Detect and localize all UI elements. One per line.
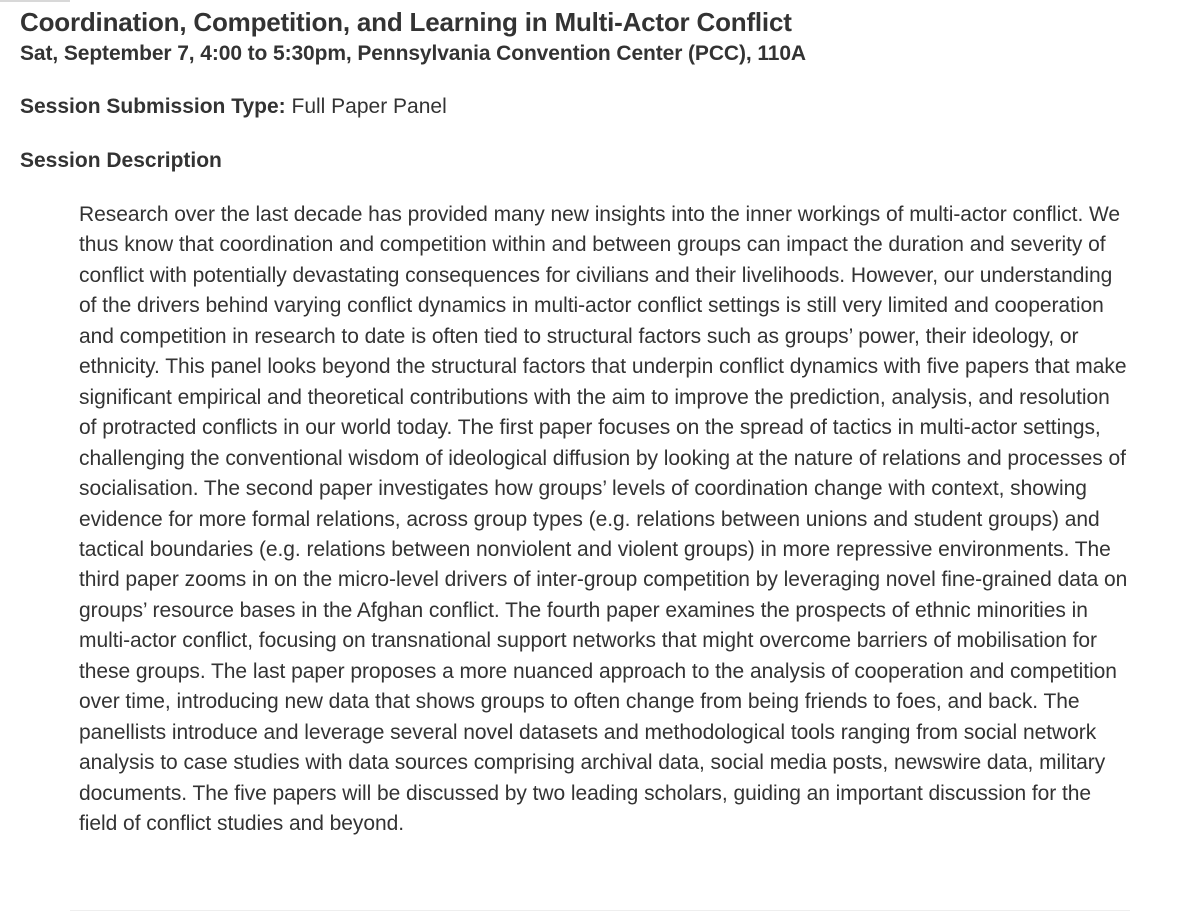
bottom-divider <box>70 910 1130 911</box>
session-title: Coordination, Competition, and Learning in Multi-Actor Conflict <box>20 7 792 37</box>
session-page <box>20 0 1180 840</box>
submission-type-value: Full Paper Panel <box>285 95 447 118</box>
session-description-heading: Session Description <box>20 149 222 172</box>
session-submission-type <box>20 92 1180 122</box>
session-description-text: Research over the last decade has provided many new insights into the inner workings of multi-actor conflict. We thus know that coordination and competition within and between groups can impact the duration and severity of conflict with potentially devastating consequences for civilians and their livelihoods. However, our understanding of the drivers behind varying conflict dynamics in multi-actor conflict settings is still very limited and cooperation and competition in research to date is often tied to structural factors such as groups’ power, their ideology, or ethnicity. This panel looks beyond the structural factors that underpin conflict dynamics with five papers that make significant empirical and theoretical contributions with the aim to improve the prediction, analysis, and resolution of protracted conflicts in our world today. The first paper focuses on the spread of tactics in multi-actor settings, challenging the conventional wisdom of ideological diffusion by looking at the nature of relations and processes of socialisation. The second paper investigates how groups’ levels of coordination change with context, showing evidence for more formal relations, across group types (e.g. relations between unions and student groups) and tactical boundaries (e.g. relations between nonviolent and violent groups) in more repressive environments. The third paper zooms in on the micro-level drivers of inter-group competition by leveraging novel fine-grained data on groups’ resource bases in the Afghan conflict. The fourth paper examines the prospects of ethnic minorities in multi-actor conflict, focusing on transnational support networks that might overcome barriers of mobilisation for these groups. The last paper proposes a more nuanced approach to the analysis of cooperation and competition over time, introducing new data that shows groups to often change from being friends to foes, and back. The panellists introduce and leverage several novel datasets and methodological tools ranging from social network analysis to case studies with data sources comprising archival data, social media posts, newswire data, military documents. The five papers will be discussed by two leading scholars, guiding an important discussion for the field of conflict studies and beyond. <box>79 203 1128 836</box>
session-datetime-location: Sat, September 7, 4:00 to 5:30pm, Pennsylvania Convention Center (PCC), 110A <box>20 42 806 65</box>
submission-type-label: Session Submission Type: <box>20 95 286 118</box>
